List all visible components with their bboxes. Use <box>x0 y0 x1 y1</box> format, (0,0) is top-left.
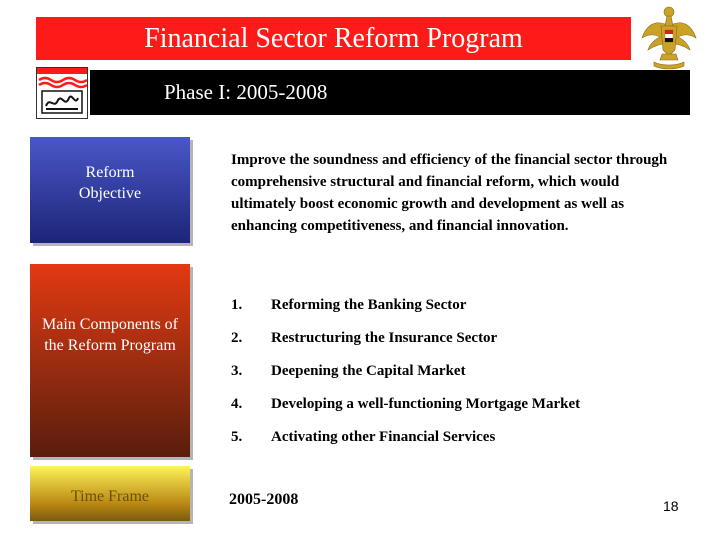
list-item-number: 5. <box>231 429 243 445</box>
reform-objective-heading: Reform Objective <box>78 164 142 202</box>
components-list <box>231 297 701 462</box>
list-item-label: Activating other Financial Services <box>271 429 496 445</box>
list-item <box>231 396 701 429</box>
reform-objective-text: Improve the soundness and efficiency of the financial sector through comprehensive structural and financial reform, which would ultimately boost economic growth and development as well as enhancing competitiveness, and financial innovation. <box>231 152 668 234</box>
time-frame-value: 2005-2008 <box>229 491 299 508</box>
list-item-number: 1. <box>231 297 243 313</box>
list-item <box>231 363 701 396</box>
list-item <box>231 429 701 462</box>
bank-logo-icon <box>36 67 88 119</box>
list-item-label: Developing a well-functioning Mortgage Market <box>271 396 581 412</box>
time-frame-box <box>30 466 190 521</box>
list-item-number: 2. <box>231 330 243 346</box>
list-item-label: Reforming the Banking Sector <box>271 297 467 313</box>
list-item <box>231 297 701 330</box>
list-item-number: 3. <box>231 363 243 379</box>
main-components-box <box>30 264 190 457</box>
list-item-number: 4. <box>231 396 243 412</box>
time-frame-heading: Time Frame <box>70 488 150 505</box>
slide-title: Financial Sector Reform Program <box>36 17 631 60</box>
main-components-heading: Main Components of the Reform Program <box>42 316 178 354</box>
list-item <box>231 330 701 363</box>
reform-objective-box <box>30 137 190 243</box>
phase-banner <box>90 70 690 115</box>
phase-label: Phase I: 2005-2008 <box>164 80 328 104</box>
list-item-label: Restructuring the Insurance Sector <box>271 330 498 346</box>
list-item-label: Deepening the Capital Market <box>271 363 466 379</box>
eagle-emblem-icon <box>640 4 698 70</box>
page-number: 18 <box>663 498 679 514</box>
